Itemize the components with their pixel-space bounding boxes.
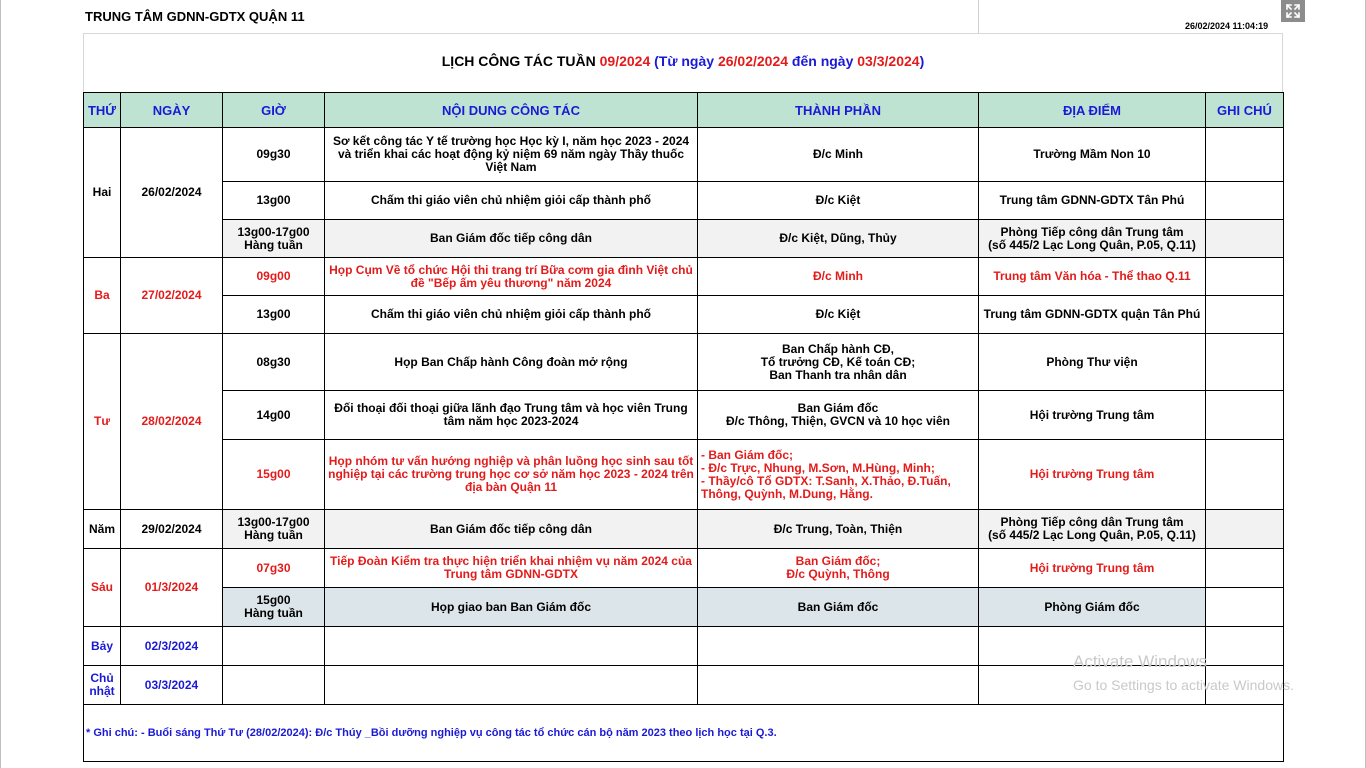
- content-cell: Chấm thi giáo viên chủ nhiệm giỏi cấp thành phố: [325, 182, 698, 220]
- members-line: Ban Chấp hành CĐ,: [781, 341, 894, 356]
- note-cell: [1206, 334, 1284, 391]
- time-cell: [223, 510, 325, 549]
- time-cell: [223, 627, 325, 666]
- location-cell: Trung tâm Văn hóa - Thể thao Q.11: [979, 258, 1206, 296]
- day-cell: [84, 666, 121, 705]
- note-cell: [1206, 296, 1284, 334]
- content-cell: Sơ kết công tác Y tế trường học Học kỳ I, năm học 2023 - 2024 và triển khai các hoạt động kỷ niệm 69 năm ngày Thầy thuốc Việt Nam: [325, 128, 698, 182]
- members-cell: Đ/c Minh: [698, 128, 979, 182]
- date-cell: 27/02/2024: [121, 258, 223, 334]
- activation-watermark-title: Activate Windows: [1073, 652, 1208, 671]
- note-cell: [1206, 440, 1284, 510]
- members-cell: Đ/c Kiệt: [698, 182, 979, 220]
- col-header-note: GHI CHÚ: [1206, 93, 1284, 128]
- members-line: Tổ trưởng CĐ, Kế toán CĐ;: [760, 354, 916, 369]
- members-cell: Đ/c Minh: [698, 258, 979, 296]
- table-row: [84, 296, 1284, 334]
- time-cell: 07g30: [223, 549, 325, 588]
- content-cell: Họp nhóm tư vấn hướng nghiệp và phân luồng học sinh sau tốt nghiệp tại các trường trung học cơ sở năm học 2023 - 2024 trên địa bàn Quận 11: [325, 440, 698, 510]
- day-cell: Hai: [84, 128, 121, 258]
- time-cell: 09g00: [223, 258, 325, 296]
- header-rule: [83, 33, 1283, 34]
- table-row: [84, 440, 1284, 510]
- time-cell: [223, 588, 325, 627]
- activation-watermark-text: Go to Settings to activate Windows.: [1073, 677, 1294, 693]
- title-mid: đến ngày: [788, 53, 858, 69]
- location-subtext: (số 445/2 Lạc Long Quân, P.05, Q.11): [988, 528, 1196, 542]
- print-timestamp: 26/02/2024 11:04:19: [1185, 21, 1269, 31]
- location-subtext: (số 445/2 Lạc Long Quân, P.05, Q.11): [988, 237, 1196, 252]
- title-to-date: 03/3/2024: [857, 53, 920, 69]
- time-cell: [223, 220, 325, 258]
- content-cell: Ban Giám đốc tiếp công dân: [325, 510, 698, 549]
- note-cell: [1206, 258, 1284, 296]
- location-cell: Phòng Thư viện: [979, 334, 1206, 391]
- location-cell: Trường Mầm Non 10: [979, 128, 1206, 182]
- content-cell: [325, 627, 698, 666]
- location-cell: [979, 510, 1206, 549]
- content-cell: Họp Cụm Về tổ chức Hội thi trang trí Bữa cơm gia đình Việt chủ đề "Bếp ấm yêu thương" năm 2024: [325, 258, 698, 296]
- col-header-day: THỨ: [84, 93, 121, 128]
- expand-button[interactable]: [1281, 0, 1305, 22]
- date-cell: 02/3/2024: [121, 627, 223, 666]
- time-cell: 15g00: [223, 440, 325, 510]
- time-text: 15g00: [256, 593, 291, 607]
- date-cell: 26/02/2024: [121, 128, 223, 258]
- time-subtext: Hàng tuần: [244, 606, 303, 620]
- date-cell: 01/3/2024: [121, 549, 223, 627]
- table-row: [84, 510, 1284, 549]
- content-cell: Họp giao ban Ban Giám đốc: [325, 588, 698, 627]
- members-line: Đ/c Quỳnh, Thông: [786, 567, 890, 581]
- title-from-date: 26/02/2024: [717, 53, 789, 69]
- content-cell: [325, 666, 698, 705]
- time-cell: 09g30: [223, 128, 325, 182]
- location-cell: [979, 220, 1206, 258]
- members-cell: [698, 391, 979, 440]
- footnote: * Ghi chú: - Buổi sáng Thứ Tư (28/02/2024): Đ/c Thúy _Bồi dưỡng nghiệp vụ công tác tổ chức cán bộ năm 2023 theo lịch học tại Q.3.: [84, 705, 1284, 762]
- col-header-content: NỘI DUNG CÔNG TÁC: [325, 93, 698, 128]
- day-cell: Tư: [84, 334, 121, 510]
- location-cell: Hội trường Trung tâm: [979, 391, 1206, 440]
- date-cell: 28/02/2024: [121, 334, 223, 510]
- table-row: [84, 588, 1284, 627]
- location-cell: Trung tâm GDNN-GDTX Tân Phú: [979, 182, 1206, 220]
- members-cell: Đ/c Kiệt, Dũng, Thủy: [698, 220, 979, 258]
- members-line: Ban Thanh tra nhân dân: [769, 367, 907, 382]
- members-cell: [698, 666, 979, 705]
- footnote-row: [84, 705, 1284, 762]
- col-header-location: ĐỊA ĐIỂM: [979, 93, 1206, 128]
- table-header-row: [84, 93, 1284, 128]
- members-line: Đ/c Thông, Thiện, GVCN và 10 học viên: [725, 414, 951, 428]
- time-cell: 14g00: [223, 391, 325, 440]
- table-row: [84, 334, 1284, 391]
- note-cell: [1206, 128, 1284, 182]
- content-cell: Họp Ban Chấp hành Công đoàn mở rộng: [325, 334, 698, 391]
- note-cell: [1206, 627, 1284, 666]
- col-header-members: THÀNH PHẦN: [698, 93, 979, 128]
- content-cell: Ban Giám đốc tiếp công dân: [325, 220, 698, 258]
- day-cell: Ba: [84, 258, 121, 334]
- day-cell: Bảy: [84, 627, 121, 666]
- time-cell: 13g00: [223, 182, 325, 220]
- members-cell: Đ/c Kiệt: [698, 296, 979, 334]
- note-cell: [1206, 220, 1284, 258]
- organization-name: TRUNG TÂM GDNN-GDTX QUẬN 11: [85, 9, 305, 24]
- members-line: - Thầy/cô Tổ GDTX: T.Sanh, X.Thảo, Đ.Tuấn, Thông, Quỳnh, M.Dung, Hằng.: [701, 473, 951, 501]
- time-text: 13g00-17g00: [237, 224, 310, 239]
- col-header-date: NGÀY: [121, 93, 223, 128]
- date-cell: 29/02/2024: [121, 510, 223, 549]
- header-divider: [978, 0, 979, 33]
- members-cell: [698, 334, 979, 391]
- location-cell: Phòng Giám đốc: [979, 588, 1206, 627]
- members-line: Ban Giám đốc;: [795, 554, 881, 568]
- note-cell: [1206, 182, 1284, 220]
- location-cell: Trung tâm GDNN-GDTX quận Tân Phú: [979, 296, 1206, 334]
- table-row: [84, 220, 1284, 258]
- title-prefix: LỊCH CÔNG TÁC TUẦN: [441, 53, 600, 69]
- note-cell: [1206, 588, 1284, 627]
- time-cell: 13g00: [223, 296, 325, 334]
- note-cell: [1206, 391, 1284, 440]
- title-week: 09/2024: [599, 53, 651, 69]
- time-text: 13g00-17g00: [237, 515, 310, 529]
- members-cell: [698, 440, 979, 510]
- page-title: [83, 53, 1283, 69]
- members-cell: [698, 549, 979, 588]
- members-line: - Đ/c Trực, Nhung, M.Sơn, M.Hùng, Minh;: [701, 460, 935, 475]
- title-open: (Từ ngày: [650, 53, 718, 69]
- note-cell: [1206, 510, 1284, 549]
- col-header-time: GIỜ: [223, 93, 325, 128]
- day-cell: Năm: [84, 510, 121, 549]
- location-text: Phòng Tiếp công dân Trung tâm: [1000, 515, 1184, 529]
- viewer-border-left: [0, 0, 1, 768]
- day-subtext: nhật: [89, 684, 115, 698]
- members-cell: Đ/c Trung, Toàn, Thiện: [698, 510, 979, 549]
- members-line: Ban Giám đốc: [797, 401, 879, 415]
- title-close: ): [919, 53, 925, 69]
- location-cell: Hội trường Trung tâm: [979, 549, 1206, 588]
- time-subtext: Hàng tuần: [244, 528, 303, 542]
- content-cell: Chấm thi giáo viên chủ nhiệm giỏi cấp thành phố: [325, 296, 698, 334]
- table-row: [84, 549, 1284, 588]
- members-cell: Ban Giám đốc: [698, 588, 979, 627]
- table-row: [84, 391, 1284, 440]
- table-row: [84, 258, 1284, 296]
- expand-arrows-icon: [1285, 3, 1301, 19]
- table-row: [84, 128, 1284, 182]
- time-cell: [223, 666, 325, 705]
- day-cell: Sáu: [84, 549, 121, 627]
- day-text: Chủ: [90, 671, 114, 685]
- members-line: - Ban Giám đốc;: [701, 447, 794, 462]
- members-cell: [698, 627, 979, 666]
- content-cell: Tiếp Đoàn Kiểm tra thực hiện triển khai nhiệm vụ năm 2024 của Trung tâm GDNN-GDTX: [325, 549, 698, 588]
- time-subtext: Hàng tuần: [244, 237, 303, 252]
- content-cell: Đối thoại đối thoại giữa lãnh đạo Trung tâm và học viên Trung tâm năm học 2023-2024: [325, 391, 698, 440]
- date-cell: 03/3/2024: [121, 666, 223, 705]
- location-text: Phòng Tiếp công dân Trung tâm: [1000, 224, 1184, 239]
- note-cell: [1206, 549, 1284, 588]
- time-cell: 08g30: [223, 334, 325, 391]
- table-row: [84, 182, 1284, 220]
- location-cell: Hội trường Trung tâm: [979, 440, 1206, 510]
